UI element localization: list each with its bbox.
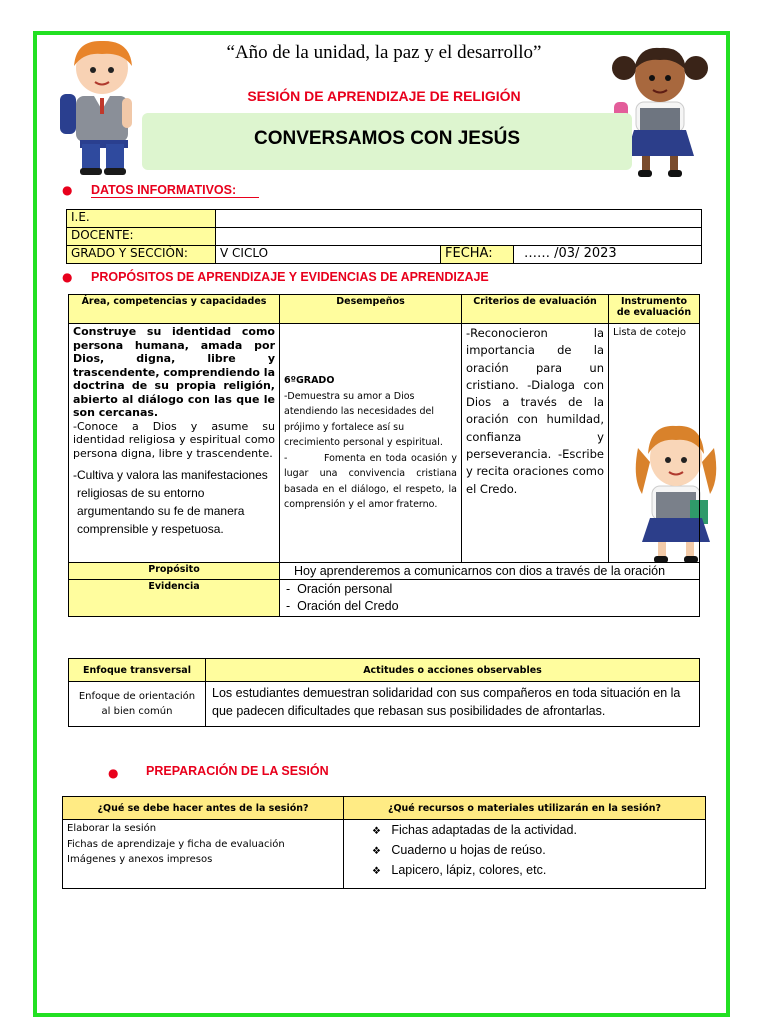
proposito-value: Hoy aprenderemos a comunicarnos con dios a través de la oración (280, 563, 700, 580)
list-item: Imágenes y anexos impresos (67, 854, 213, 865)
bullet-icon: ● (62, 183, 73, 197)
bullet-icon: ● (108, 766, 119, 780)
col-recursos: ¿Qué recursos o materiales utilizarán en la sesión? (344, 797, 706, 820)
datos-heading-underline (91, 197, 259, 198)
evidencia-list (280, 580, 700, 617)
list-item (372, 861, 701, 881)
col-criterios: Criterios de evaluación (462, 295, 609, 324)
col-instrumento: Instrumento de evaluación (609, 295, 700, 324)
desempeno-2: Fomenta en toda ocasión y lugar una convivencia cristiana basada en el diálogo, el respeto, la comprensión y el amor fraterno. (284, 452, 457, 511)
page-title: CONVERSAMOS CON JESÚS (253, 128, 521, 149)
preparacion-table (62, 796, 706, 889)
grado-label-6: 6ºGRADO (284, 375, 335, 387)
fecha-value: …… /03/ 2023 (514, 246, 702, 264)
recursos-cell (344, 820, 706, 889)
desempenos-cell (280, 324, 462, 563)
list-item (372, 841, 701, 861)
diamond-bullet-icon: ❖ (372, 826, 381, 837)
docente-label: DOCENTE: (67, 228, 216, 246)
list-item: Fichas de aprendizaje y ficha de evaluación (67, 838, 285, 850)
antes-cell (63, 820, 344, 889)
grado-value: V CICLO (216, 246, 441, 264)
dash-icon: - (73, 468, 77, 482)
col-enfoque: Enfoque transversal (69, 659, 206, 682)
proposito-label: Propósito (69, 563, 280, 580)
evidencia-item-2: Oración del Credo (297, 599, 399, 613)
datos-heading: DATOS INFORMATIVOS: (91, 183, 237, 197)
competencia: Construye su identidad como persona humana, amada por Dios, digna, libre y trascendente, comprendiendo la doctrina de su propia religión, abierto al diálogo con las que le son cercanas. (73, 325, 275, 419)
criterios: -Reconocieron la importancia de la oración para un cristiano. -Dialoga con Dios a través de la oración con humildad, confianza y perseverancia. -Escribe y recita oraciones como el Credo. (462, 324, 609, 563)
capacidad-1: -Conoce a Dios y asume su identidad religiosa y espiritual como persona digna, libre y trascendente. (73, 419, 275, 460)
motto: “Año de la unidad, la paz y el desarrollo” (226, 42, 542, 63)
list-item: Elaborar la sesión (67, 823, 157, 834)
recurso-2: Cuaderno u hojas de reúso. (391, 843, 546, 857)
diamond-bullet-icon: ❖ (372, 866, 381, 877)
fecha-label: FECHA: (441, 246, 514, 264)
datos-table (66, 209, 702, 264)
ie-label: I.E. (67, 210, 216, 228)
col-actitudes: Actitudes o acciones observables (206, 659, 700, 682)
dash-icon: - (284, 452, 288, 464)
docente-value (216, 228, 702, 246)
area-cell (69, 324, 280, 563)
recurso-3: Lapicero, lápiz, colores, etc. (391, 863, 547, 877)
preparacion-heading: PREPARACIÓN DE LA SESIÓN (146, 764, 329, 778)
capacidad-2-row (73, 466, 275, 538)
recurso-1: Fichas adaptadas de la actividad. (391, 823, 577, 837)
ie-value (216, 210, 702, 228)
col-desempenos: Desempeños (280, 295, 462, 324)
desempeno-1: -Demuestra su amor a Dios atendiendo las necesidades del prójimo y fortalece así su crecimiento personal y espiritual. (284, 390, 443, 449)
evidencia-label: Evidencia (69, 580, 280, 617)
propositos-table (68, 294, 700, 617)
col-area: Área, competencias y capacidades (69, 295, 280, 324)
diamond-bullet-icon: ❖ (372, 846, 381, 857)
col-antes: ¿Qué se debe hacer antes de la sesión? (63, 797, 344, 820)
list-item: - Oración personal (286, 582, 393, 596)
enfoque-name: Enfoque de orientación al bien común (69, 682, 206, 727)
evidencia-item-1: Oración personal (297, 582, 393, 596)
session-label: SESIÓN DE APRENDIZAJE DE RELIGIÓN (247, 88, 521, 104)
actitud-text: Los estudiantes demuestran solidaridad con sus compañeros en toda situación en la que padecen dificultades que rebasan sus posibilidades de afrontarlas. (206, 682, 700, 727)
instrumento: Lista de cotejo (609, 324, 700, 563)
propositos-heading: PROPÓSITOS DE APRENDIZAJE Y EVIDENCIAS DE APRENDIZAJE (91, 270, 489, 284)
bullet-icon: ● (62, 270, 73, 284)
list-item: - Oración del Credo (286, 599, 399, 613)
grado-label: GRADO Y SECCIÓN: (67, 246, 216, 264)
list-item (372, 821, 701, 841)
capacidad-2: Cultiva y valora las manifestaciones religiosas de su entorno argumentando su fe de manera comprensible y respetuosa. (77, 468, 268, 536)
desempeno-2-row (284, 451, 457, 513)
enfoque-table (68, 658, 700, 727)
